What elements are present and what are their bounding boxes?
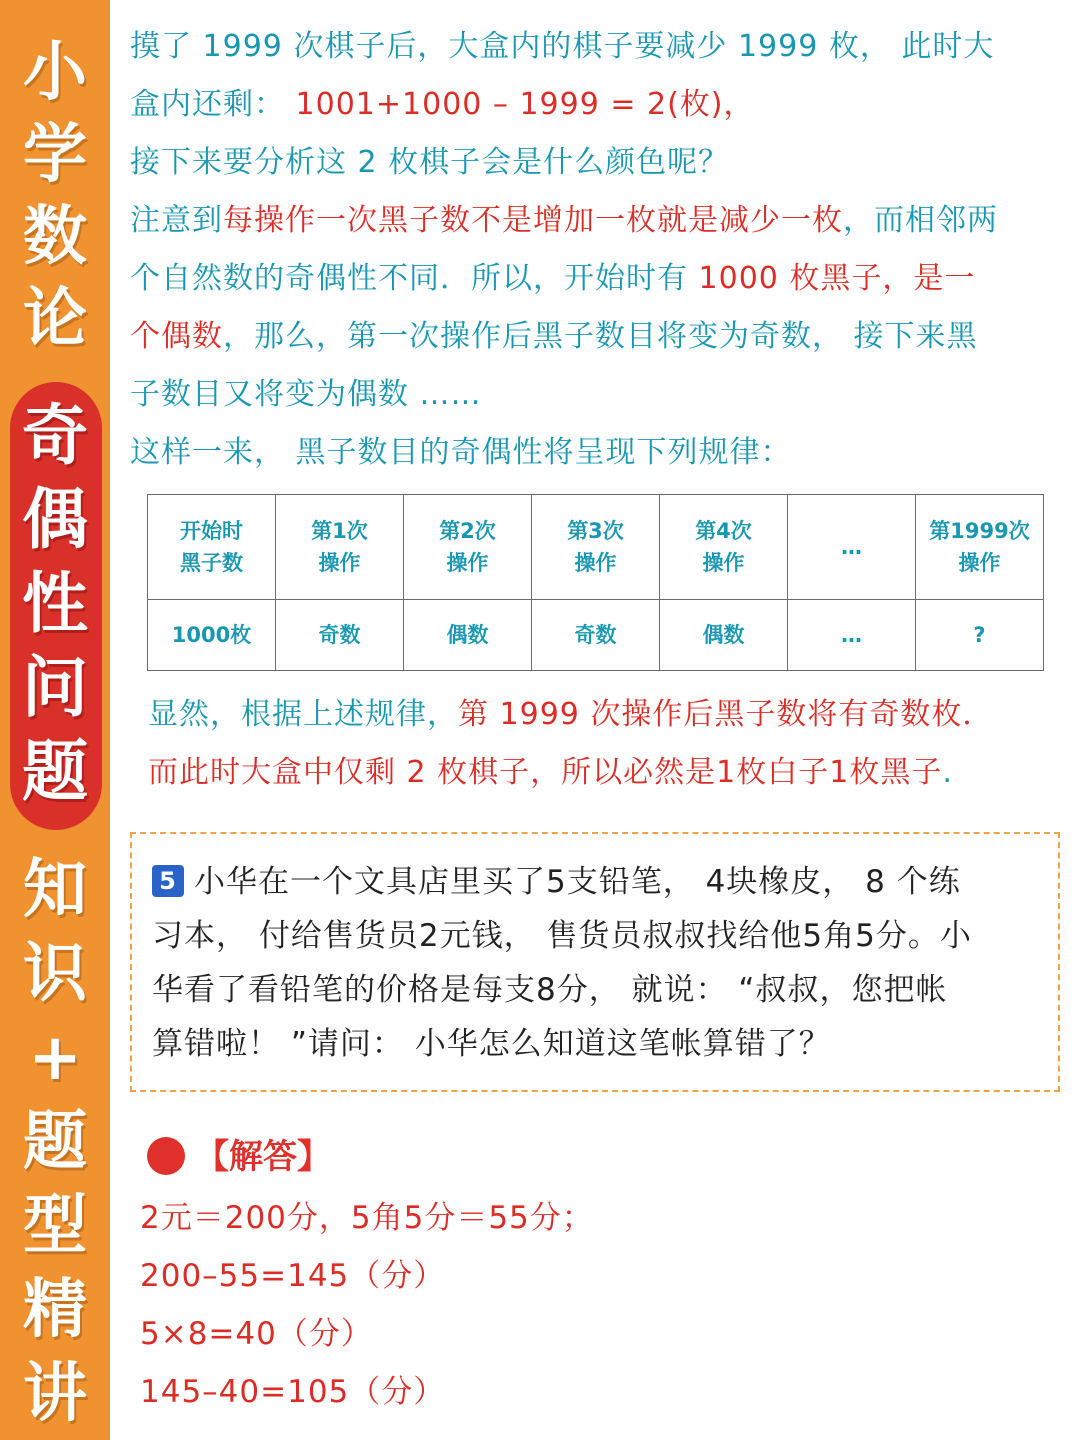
answer-title: 【解答】 xyxy=(195,1137,331,1177)
paragraph-line: 接下来要分析这 2 枚棋子会是什么颜色呢？ xyxy=(130,145,730,180)
paragraph-line: 摸了 1999 次棋子后，大盒内的棋子要减少 1999 枚， 此时大 xyxy=(130,29,995,64)
sidebar-banner xyxy=(0,0,110,1440)
paragraph-line: 个自然数的奇偶性不同．所以，开始时有 1000 枚黑子，是一 xyxy=(130,261,976,296)
sidebar-title-bottom: 知 识 + 题 型 精 讲 xyxy=(23,853,87,1431)
table-cell: 偶数 xyxy=(404,600,532,671)
answer-bullet-icon xyxy=(147,1137,185,1175)
problem-line: 习本， 付给售货员2元钱， 售货员叔叔找给他5角5分。小 xyxy=(152,918,972,954)
parity-pattern-table xyxy=(147,494,1044,671)
table-cell: 1000枚 xyxy=(148,600,276,671)
table-cell: 偶数 xyxy=(660,600,788,671)
table-row xyxy=(148,600,1044,671)
table-cell: 奇数 xyxy=(532,600,660,671)
conclusion-line: 而此时大盒中仅剩 2 枚棋子，所以必然是1枚白子1枚黑子. xyxy=(148,755,953,790)
problem-line: 华看了看铅笔的价格是每支8分， 就说： “叔叔，您把帐 xyxy=(152,972,948,1008)
answer-line: 200–55=145（分） xyxy=(140,1258,446,1294)
table-cell: … xyxy=(788,600,916,671)
table-cell: ? xyxy=(916,600,1044,671)
paragraph-line: 这样一来， 黑子数目的奇偶性将呈现下列规律： xyxy=(130,435,792,470)
table-header-cell: 第4次 操作 xyxy=(660,495,788,600)
table-header-cell: 第1999次 操作 xyxy=(916,495,1044,600)
problem-line: 5 小华在一个文具店里买了5支铅笔， 4块橡皮， 8 个练 xyxy=(152,855,961,909)
table-header-cell: 第2次 操作 xyxy=(404,495,532,600)
table-cell: 奇数 xyxy=(276,600,404,671)
answer-line: 5×8=40（分） xyxy=(140,1316,373,1352)
table-header-cell: … xyxy=(788,495,916,600)
table-header-cell: 开始时 黑子数 xyxy=(148,495,276,600)
table-header-row xyxy=(148,495,1044,600)
table-header-cell: 第3次 操作 xyxy=(532,495,660,600)
sidebar-pill-title: 奇 偶 性 问 题 xyxy=(22,397,88,810)
paragraph-line: 子数目又将变为偶数 …… xyxy=(130,377,482,412)
paragraph-line: 注意到每操作一次黑子数不是增加一枚就是减少一枚，而相邻两 xyxy=(130,203,998,238)
paragraph-line: 盒内还剩： 1001+1000 – 1999 = 2(枚)， xyxy=(130,87,755,122)
table-header-cell: 第1次 操作 xyxy=(276,495,404,600)
sidebar-title-top: 小 学 数 论 xyxy=(23,36,87,356)
answer-line: 145–40=105（分） xyxy=(140,1374,446,1410)
answer-line: 2元＝200分，5角5分＝55分； xyxy=(140,1200,594,1236)
problem-number-badge: 5 xyxy=(152,865,184,897)
conclusion-line: 显然，根据上述规律，第 1999 次操作后黑子数将有奇数枚． xyxy=(148,697,994,732)
problem-line: 算错啦！ ”请问： 小华怎么知道这笔帐算错了？ xyxy=(152,1026,831,1062)
paragraph-line: 个偶数，那么，第一次操作后黑子数目将变为奇数， 接下来黑 xyxy=(130,319,978,354)
